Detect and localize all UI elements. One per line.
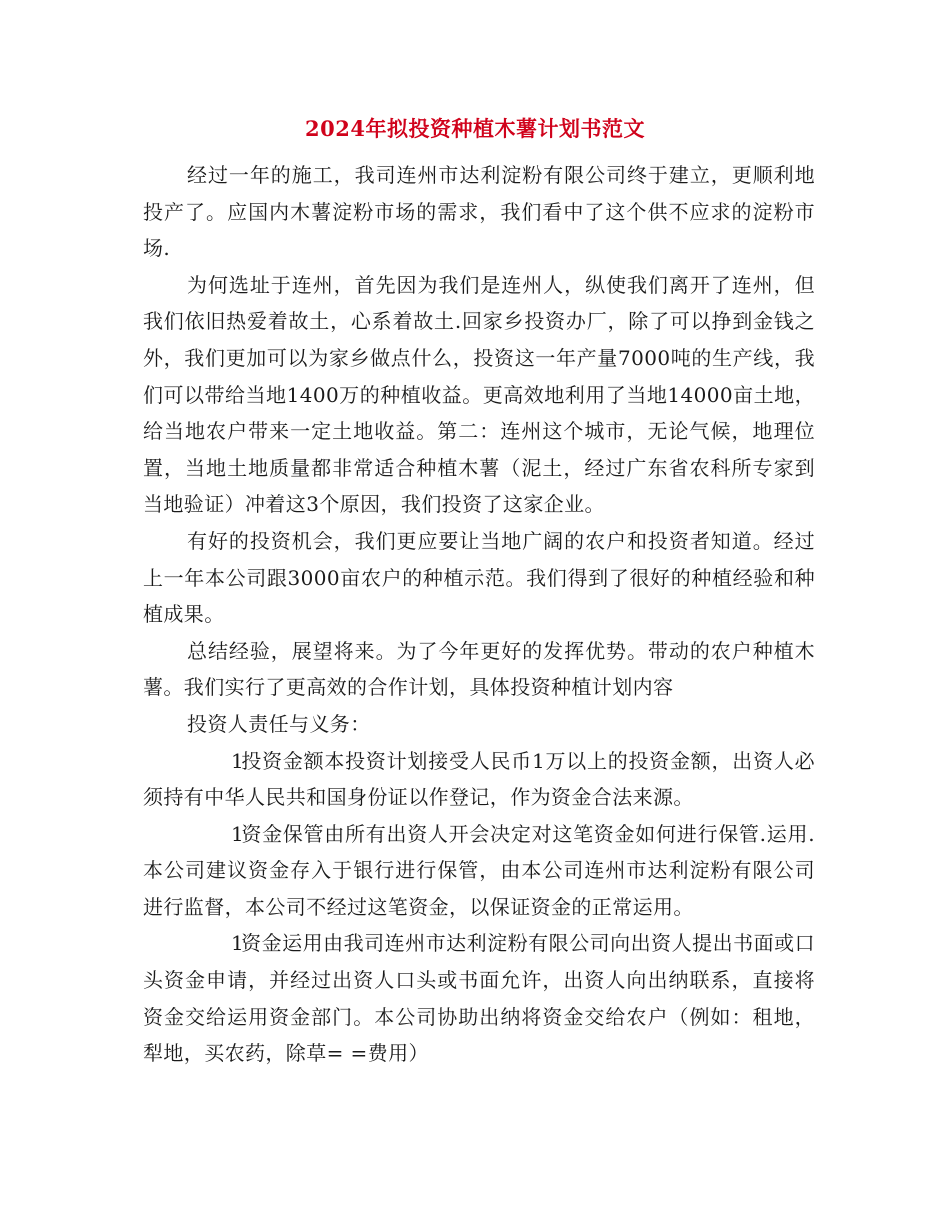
paragraph-summary: 总结经验，展望将来。为了今年更好的发挥优势。带动的农户种植木薯。我们实行了更高效的合作计划，具体投资种植计划内容 bbox=[143, 638, 815, 700]
document-body bbox=[143, 157, 815, 1072]
paragraph-intro: 经过一年的施工，我司连州市达利淀粉有限公司终于建立，更顺利地投产了。应国内木薯淀粉市场的需求，我们看中了这个供不应求的淀粉市场. bbox=[143, 163, 815, 261]
list-item-text: 投资金额本投资计划接受人民币1万以上的投资金额，出资人必须持有中华人民共和国身份证以作登记，作为资金合法来源。 bbox=[143, 748, 815, 810]
list-item-number: 1 bbox=[231, 748, 245, 773]
list-item-text: 资金保管由所有出资人开会决定对这笔资金如何进行保管.运用.本公司建议资金存入于银行进行保管，由本公司连州市达利淀粉有限公司进行监督，本公司不经过这笔资金，以保证资金的正常运用。 bbox=[143, 821, 815, 919]
paragraph-location-reasons: 为何选址于连州，首先因为我们是连州人，纵使我们离开了连州，但我们依旧热爱着故土，心系着故土.回家乡投资办厂，除了可以挣到金钱之外，我们更加可以为家乡做点什么，投资这一年产量7000吨的生产线，我们可以带给当地1400万的种植收益。更高效地利用了当地14000亩土地，给当地农户带来一定土地收益。第二：连州这个城市，无论气候，地理位置，当地土地质量都非常适合种植木薯（泥土，经过广东省农科所专家到当地验证）冲着这3个原因，我们投资了这家企业。 bbox=[143, 272, 815, 517]
list-item-investment-amount bbox=[143, 743, 815, 816]
list-item-text: 资金运用由我司连州市达利淀粉有限公司向出资人提出书面或口头资金申请，并经过出资人口头或书面允许，出资人向出纳联系，直接将资金交给运用资金部门。本公司协助出纳将资金交给农户（例如：租地，犁地，买农药，除草= =费用） bbox=[143, 931, 815, 1066]
list-item-number: 1 bbox=[231, 931, 245, 956]
paragraph-investor-duties-heading: 投资人责任与义务： bbox=[187, 711, 371, 736]
list-item-fund-usage bbox=[143, 925, 815, 1071]
document-title: 2024年拟投资种植木薯计划书范文 bbox=[305, 116, 645, 141]
list-item-number: 1 bbox=[231, 821, 245, 846]
list-item-fund-custody bbox=[143, 816, 815, 926]
paragraph-investment-opportunity: 有好的投资机会，我们更应要让当地广阔的农户和投资者知道。经过上一年本公司跟3000亩农户的种植示范。我们得到了很好的种植经验和种植成果。 bbox=[143, 528, 815, 627]
